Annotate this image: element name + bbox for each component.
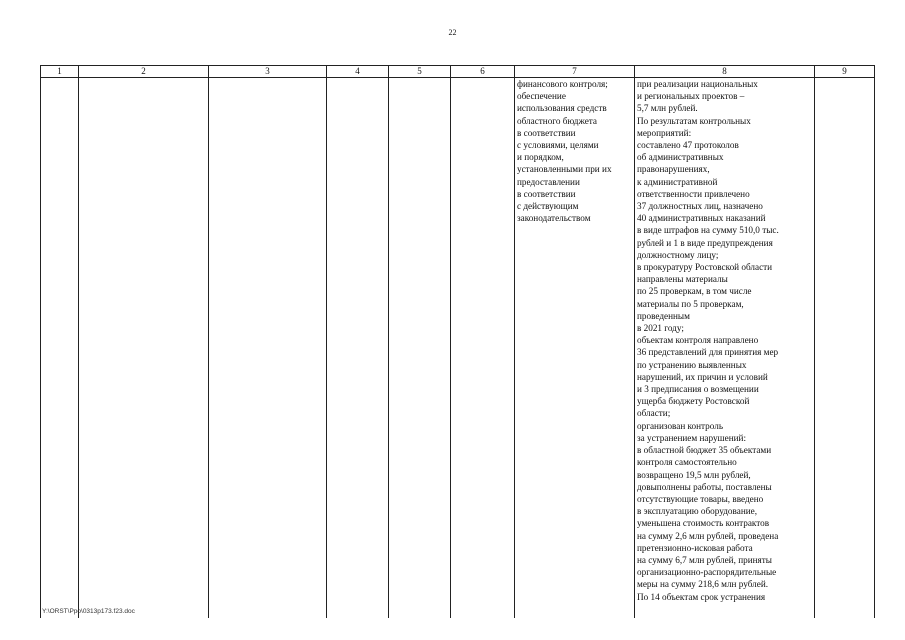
text-line: области; xyxy=(637,408,671,419)
text-line: проведенным xyxy=(637,310,690,321)
text-line: 5,7 млн рублей. xyxy=(637,103,698,114)
text-line: мероприятий: xyxy=(637,127,692,138)
text-line: предоставлении xyxy=(517,176,580,187)
text-line: в соответствии xyxy=(517,127,576,138)
text-line: претензионно-исковая работа xyxy=(637,542,753,553)
text-line: ответственности привлечено xyxy=(637,188,750,199)
text-line: обеспечение xyxy=(517,91,566,102)
table-row xyxy=(41,78,875,619)
text-line: и региональных проектов – xyxy=(637,91,745,102)
text-line: объектам контроля направлено xyxy=(637,335,759,346)
text-line: с действующим xyxy=(517,201,579,212)
text-line: уменьшена стоимость контрактов xyxy=(637,518,770,529)
text-line: в областной бюджет 35 объектами xyxy=(637,445,772,456)
cell-col-5 xyxy=(389,78,451,619)
cell-col-8 xyxy=(635,78,815,619)
col-header-1: 1 xyxy=(41,66,79,78)
text-line: контроля самостоятельно xyxy=(637,457,737,468)
text-line: возвращено 19,5 млн рублей, xyxy=(637,469,751,480)
text-line: при реализации национальных xyxy=(637,79,758,89)
text-line: ущерба бюджету Ростовской xyxy=(637,396,750,407)
text-line: на сумму 6,7 млн рублей, приняты xyxy=(637,554,772,565)
text-line: областного бюджета xyxy=(517,115,597,126)
text-line: по 25 проверкам, в том числе xyxy=(637,286,752,297)
text-line: материалы по 5 проверкам, xyxy=(637,298,744,309)
cell-col-6 xyxy=(451,78,515,619)
text-line: в эксплуатацию оборудование, xyxy=(637,506,758,517)
text-line: финансового контроля; xyxy=(517,79,608,89)
footer-file-path: Y:\ORST\Ppo\0313p173.f23.doc xyxy=(42,608,135,615)
text-line: и 3 предписания о возмещении xyxy=(637,384,759,395)
text-line: и порядком, xyxy=(517,152,564,163)
text-line: организационно-распорядительные xyxy=(637,567,777,578)
col-header-4: 4 xyxy=(327,66,389,78)
col-header-3: 3 xyxy=(209,66,327,78)
text-line: составлено 47 протоколов xyxy=(637,140,739,151)
cell-col-3 xyxy=(209,78,327,619)
col-header-2: 2 xyxy=(79,66,209,78)
text-line: 36 представлений для принятия мер xyxy=(637,347,779,358)
text-line: нарушений, их причин и условий xyxy=(637,371,768,382)
col-header-9: 9 xyxy=(815,66,875,78)
page-number: 22 xyxy=(448,28,457,37)
text-line: на сумму 2,6 млн рублей, проведена xyxy=(637,530,779,541)
text-line: с условиями, целями xyxy=(517,140,599,151)
text-line: за устранением нарушений: xyxy=(637,432,747,443)
text-line: в соответствии xyxy=(517,188,576,199)
text-line: По 14 объектам срок устранения xyxy=(637,591,766,602)
text-line: установленными при их xyxy=(517,164,612,175)
col-header-5: 5 xyxy=(389,66,451,78)
text-line: по устранению выявленных xyxy=(637,359,747,370)
text-line: должностному лицу; xyxy=(637,249,719,260)
text-line: организован контроль xyxy=(637,420,724,431)
text-line: меры на сумму 218,6 млн рублей. xyxy=(637,579,769,590)
text-line: отсутствующие товары, введено xyxy=(637,493,764,504)
text-line: правонарушениях, xyxy=(637,164,710,175)
text-line: По результатам контрольных xyxy=(637,115,751,126)
cell-col-4 xyxy=(327,78,389,619)
text-line: в 2021 году; xyxy=(637,323,684,334)
cell-col-7 xyxy=(515,78,635,619)
text-line: законодательством xyxy=(517,213,591,224)
text-line: использования средств xyxy=(517,103,607,114)
cell-col-2 xyxy=(79,78,209,619)
col-header-7: 7 xyxy=(515,66,635,78)
text-line: довыполнены работы, поставлены xyxy=(637,481,772,492)
text-line: рублей и 1 в виде предупреждения xyxy=(637,237,773,248)
cell-col-9 xyxy=(815,78,875,619)
text-line: направлены материалы xyxy=(637,274,728,285)
text-line: к административной xyxy=(637,176,718,187)
col-header-8: 8 xyxy=(635,66,815,78)
text-line: об административных xyxy=(637,152,724,163)
cell-col-1 xyxy=(41,78,79,619)
text-line: 40 административных наказаний xyxy=(637,213,766,224)
text-line: 37 должностных лиц, назначено xyxy=(637,201,763,212)
col-header-6: 6 xyxy=(451,66,515,78)
header-row xyxy=(41,66,875,78)
report-table xyxy=(40,65,875,618)
text-line: в виде штрафов на сумму 510,0 тыс. xyxy=(637,225,779,236)
text-line: в прокуратуру Ростовской области xyxy=(637,262,773,273)
